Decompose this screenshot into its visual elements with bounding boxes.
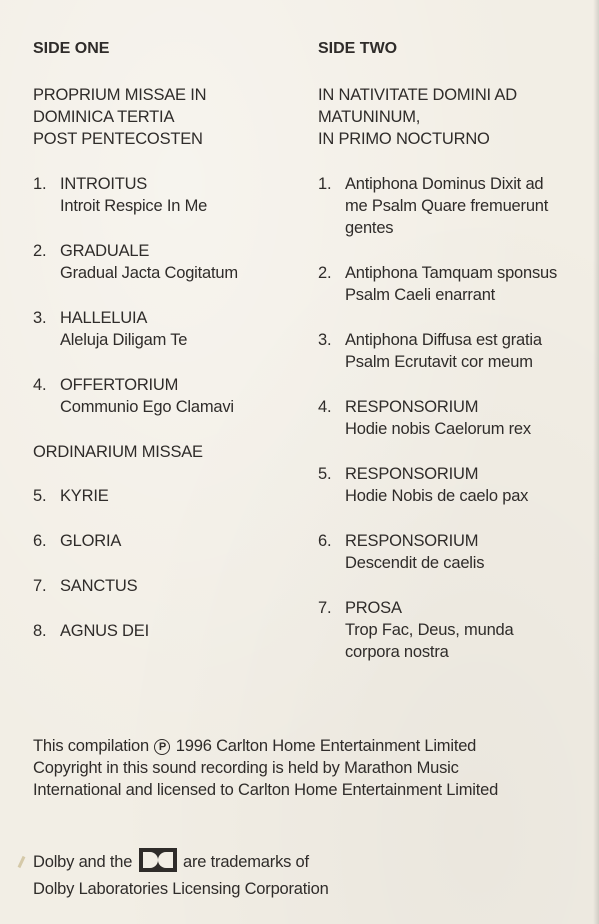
side-one-title: SIDE ONE <box>33 40 110 57</box>
track-item <box>318 463 588 507</box>
track-subtitle: Communio Ego Clamavi <box>60 398 234 416</box>
track-line: RESPONSORIUM <box>345 398 479 416</box>
track-line: RESPONSORIUM <box>345 465 479 483</box>
dolby-line: Dolby Laboratories Licensing Corporation <box>33 880 329 898</box>
track-line: PROSA <box>345 599 402 617</box>
track-line: corpora nostra <box>345 643 449 661</box>
track-line: Hodie nobis Caelorum rex <box>345 420 531 438</box>
track-title: HALLELUIA <box>60 309 148 327</box>
dolby-line <box>33 848 533 878</box>
side-two-heading <box>318 84 588 150</box>
track-item <box>318 173 588 239</box>
track-line: Antiphona Diffusa est gratia <box>345 331 542 349</box>
track-line: RESPONSORIUM <box>345 532 479 550</box>
copyright-line <box>33 735 573 757</box>
track-number: 5. <box>318 465 332 483</box>
track-item <box>33 530 303 552</box>
track-item <box>318 597 588 663</box>
copyright-text: This compilation <box>33 737 150 755</box>
track-number: 5. <box>33 487 47 505</box>
track-number: 7. <box>318 599 332 617</box>
track-number: 3. <box>33 309 47 327</box>
track-number: 2. <box>33 242 47 260</box>
track-line: Psalm Ecrutavit cor meum <box>345 353 533 371</box>
heading-line: IN PRIMO NOCTURNO <box>318 130 490 148</box>
track-line: Hodie Nobis de caelo pax <box>345 487 529 505</box>
track-item <box>33 240 303 284</box>
track-subtitle: Introit Respice In Me <box>60 197 208 215</box>
phonogram-letter: P <box>158 741 166 753</box>
track-title: OFFERTORIUM <box>60 376 179 394</box>
heading-line: MATUNINUM, <box>318 108 421 126</box>
side-one-column <box>33 38 303 642</box>
track-number: 1. <box>318 175 332 193</box>
dolby-trademark-notice <box>33 848 533 900</box>
track-line: Trop Fac, Deus, munda <box>345 621 514 639</box>
track-number: 6. <box>33 532 47 550</box>
track-line: Descendit de caelis <box>345 554 485 572</box>
track-item <box>33 485 303 507</box>
track-number: 7. <box>33 577 47 595</box>
side-two-column <box>318 38 588 663</box>
side-one-heading <box>33 84 303 150</box>
copyright-notice <box>33 735 573 801</box>
track-number: 3. <box>318 331 332 349</box>
track-line: Antiphona Tamquam sponsus <box>345 264 558 282</box>
track-number: 2. <box>318 264 332 282</box>
copyright-line: Copyright in this sound recording is held by Marathon Music <box>33 759 459 777</box>
track-title: AGNUS DEI <box>60 622 149 640</box>
track-title: SANCTUS <box>60 577 138 595</box>
track-number: 4. <box>33 376 47 394</box>
card-edge-shadow <box>593 0 599 924</box>
heading-line: IN NATIVITATE DOMINI AD <box>318 86 517 104</box>
heading-line: DOMINICA TERTIA <box>33 108 175 126</box>
track-item <box>318 530 588 574</box>
track-item <box>33 173 303 217</box>
track-number: 6. <box>318 532 332 550</box>
copyright-line: International and licensed to Carlton Home Entertainment Limited <box>33 781 499 799</box>
copyright-text: 1996 Carlton Home Entertainment Limited <box>175 737 477 755</box>
phonogram-icon <box>154 739 170 755</box>
track-number: 8. <box>33 622 47 640</box>
track-title: GRADUALE <box>60 242 150 260</box>
track-title: KYRIE <box>60 487 109 505</box>
track-line: me Psalm Quare fremuerunt <box>345 197 549 215</box>
track-item <box>33 307 303 351</box>
track-item <box>318 329 588 373</box>
dolby-double-d-icon <box>139 848 177 878</box>
side-two-title: SIDE TWO <box>318 40 398 57</box>
track-title: GLORIA <box>60 532 122 550</box>
track-line: Psalm Caeli enarrant <box>345 286 496 304</box>
heading-line: POST PENTECOSTEN <box>33 130 203 148</box>
dolby-text: are trademarks of <box>183 853 309 871</box>
track-subtitle: Aleluja Diligam Te <box>60 331 188 349</box>
track-number: 1. <box>33 175 47 193</box>
heading-line: PROPRIUM MISSAE IN <box>33 86 207 104</box>
track-item <box>33 575 303 597</box>
dolby-text: Dolby and the <box>33 853 133 871</box>
track-line: gentes <box>345 219 394 237</box>
track-item <box>318 262 588 306</box>
track-item <box>318 396 588 440</box>
track-number: 4. <box>318 398 332 416</box>
side-one-heading-2: ORDINARIUM MISSAE <box>33 443 203 461</box>
track-title: INTROITUS <box>60 175 148 193</box>
track-item <box>33 620 303 642</box>
track-line: Antiphona Dominus Dixit ad <box>345 175 544 193</box>
track-item <box>33 374 303 418</box>
track-subtitle: Gradual Jacta Cogitatum <box>60 264 238 282</box>
